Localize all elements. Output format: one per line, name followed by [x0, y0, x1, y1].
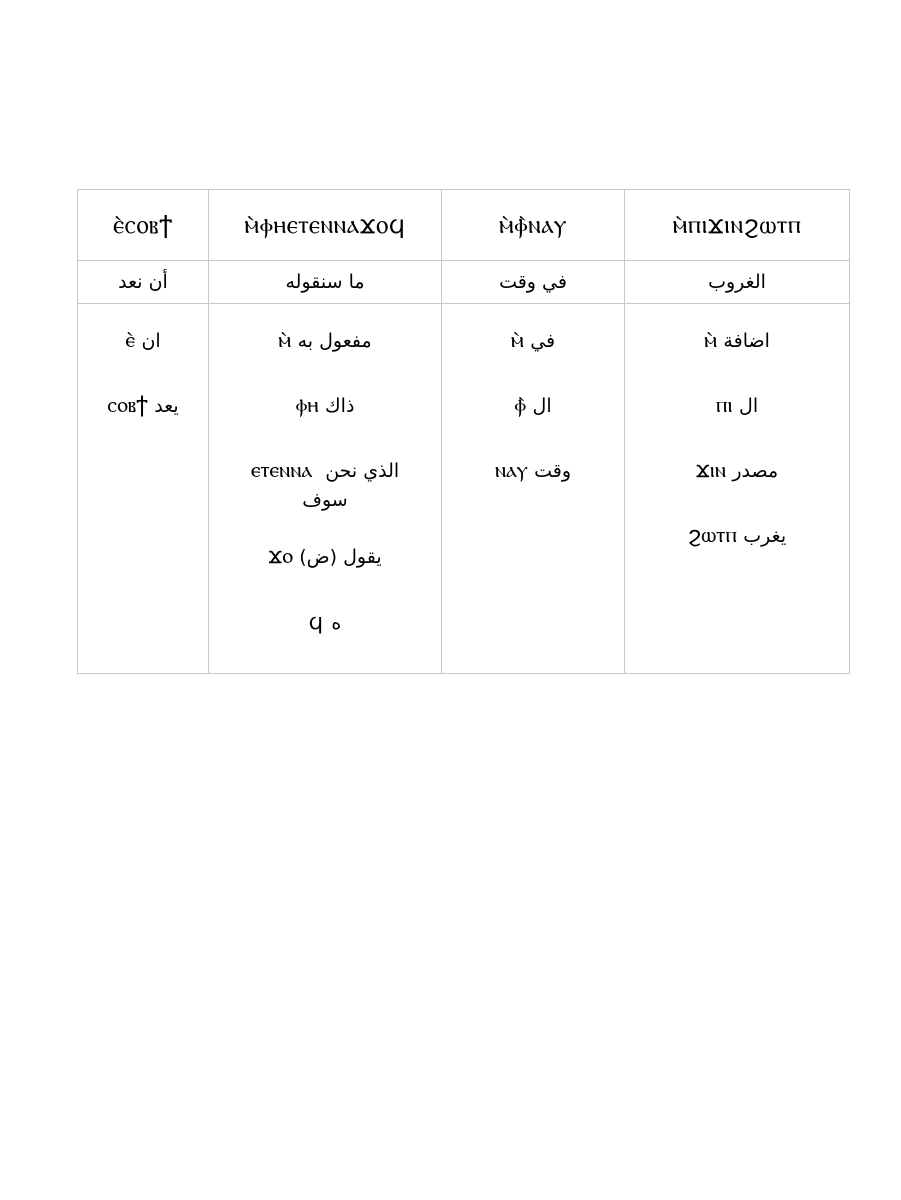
coptic-morpheme: ⲙ̀: [510, 328, 524, 353]
arabic-translation: ما سنقوله: [285, 271, 365, 293]
coptic-morpheme: ϩⲱⲧⲡ: [687, 523, 737, 548]
breakdown-cell: [625, 304, 850, 674]
translation-cell: [625, 261, 850, 304]
breakdown-line: [209, 326, 441, 355]
translation-cell: [209, 261, 442, 304]
coptic-morpheme: ⲥⲟⲃϯ: [107, 393, 148, 418]
breakdown-line: [209, 456, 441, 485]
coptic-morpheme: ϫⲓⲛ: [695, 458, 726, 483]
coptic-morpheme: ⲫ̀: [514, 393, 527, 418]
coptic-morpheme: ⲉ̀: [125, 328, 136, 353]
breakdown-line: [209, 607, 441, 637]
coptic-word: ⲉ̀ⲥⲟⲃϯ: [113, 210, 173, 239]
breakdown-line: [625, 521, 849, 550]
coptic-morpheme: ⲉⲧⲉⲛⲛⲁ: [250, 458, 313, 483]
breakdown-line: [625, 391, 849, 420]
breakdown-cell: [209, 304, 442, 674]
breakdown-line: [209, 485, 441, 514]
breakdown-line: [78, 391, 208, 420]
coptic-arabic-gloss-table: [77, 189, 850, 674]
arabic-gloss: ه: [331, 612, 342, 634]
coptic-word: ⲙ̀ⲫⲏⲉⲧⲉⲛⲛⲁϫⲟϥ: [244, 210, 406, 239]
arabic-gloss: ان: [141, 330, 161, 352]
arabic-translation: أن نعد: [118, 271, 168, 293]
translation-cell: [78, 261, 209, 304]
breakdown-line: [625, 456, 849, 485]
breakdown-cell: [78, 304, 209, 674]
translation-cell: [442, 261, 625, 304]
breakdown-line: [442, 456, 624, 485]
arabic-gloss: وقت: [534, 460, 572, 482]
coptic-header-row: [78, 190, 850, 261]
arabic-gloss: اضافة: [723, 330, 770, 352]
arabic-gloss: ذاك: [325, 395, 355, 417]
arabic-translation: الغروب: [708, 271, 766, 293]
arabic-gloss: يعد: [154, 395, 179, 417]
arabic-gloss: ال: [739, 395, 759, 417]
coptic-morpheme: ϥ: [308, 610, 324, 635]
coptic-morpheme: ⲙ̀: [704, 328, 718, 353]
arabic-gloss: الذي نحن: [325, 460, 400, 482]
coptic-morpheme: ⲡⲓ: [715, 393, 733, 418]
arabic-gloss: يغرب: [743, 525, 787, 547]
coptic-morpheme: ϫⲟ: [268, 544, 293, 569]
breakdown-cell: [442, 304, 625, 674]
coptic-word-cell: [625, 190, 850, 261]
arabic-gloss: ال: [532, 395, 552, 417]
coptic-word: ⲙ̀ⲫ̀ⲛⲁⲩ: [499, 210, 567, 239]
breakdown-line: [209, 542, 441, 571]
coptic-morpheme: ⲫⲏ: [295, 393, 319, 418]
coptic-morpheme: ⲛⲁⲩ: [494, 458, 528, 483]
breakdown-line: [442, 326, 624, 355]
coptic-word: ⲙ̀ⲡⲓϫⲓⲛϩⲱⲧⲡ: [672, 210, 802, 239]
arabic-translation: في وقت: [499, 271, 567, 293]
arabic-gloss: مصدر: [732, 460, 779, 482]
arabic-gloss: سوف: [302, 489, 348, 511]
arabic-gloss: في: [530, 330, 556, 352]
coptic-morpheme: ⲙ̀: [278, 328, 292, 353]
arabic-gloss: مفعول به: [297, 330, 372, 352]
breakdown-line: [442, 391, 624, 420]
coptic-word-cell: [442, 190, 625, 261]
breakdown-line: [78, 326, 208, 355]
word-breakdown-row: [78, 304, 850, 674]
arabic-gloss: يقول (ض): [299, 546, 382, 568]
arabic-translation-row: [78, 261, 850, 304]
coptic-word-cell: [78, 190, 209, 261]
breakdown-line: [625, 326, 849, 355]
coptic-word-cell: [209, 190, 442, 261]
breakdown-line: [209, 391, 441, 420]
